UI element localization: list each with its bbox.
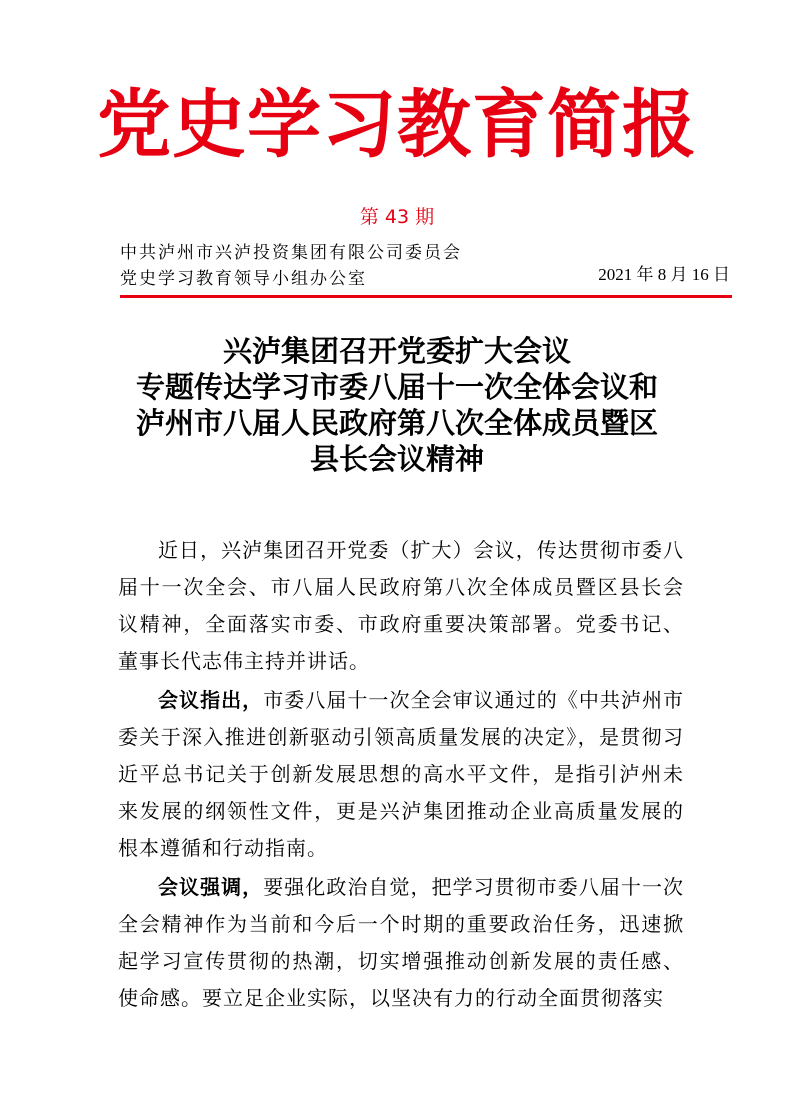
red-divider bbox=[120, 295, 732, 298]
article-body bbox=[118, 532, 684, 1019]
paragraph bbox=[118, 682, 684, 867]
paragraph bbox=[118, 869, 684, 1017]
issuer-line-2: 党史学习教育领导小组办公室 bbox=[120, 269, 367, 289]
headline-line: 县长会议精神 bbox=[309, 442, 484, 476]
paragraph-lead: 会议指出， bbox=[158, 688, 264, 712]
headline-line: 兴泸集团召开党委扩大会议 bbox=[222, 334, 571, 368]
paragraph-text: 市委八届十一次全会审议通过的《中共泸州市委关于深入推进创新驱动引领高质量发展的决定》，是贯彻习近平总书记关于创新发展思想的高水平文件，是指引泸州未来发展的纲领性文件，更是兴泸集团推动企业高质量发展的根本遵循和行动指南。 bbox=[118, 688, 685, 860]
issuer-line-1: 中共泸州市兴泸投资集团有限公司委员会 bbox=[120, 243, 462, 263]
masthead-title: 党史学习教育简报 bbox=[97, 82, 697, 168]
paragraph-lead: 会议强调， bbox=[158, 875, 264, 899]
issuer-block bbox=[120, 240, 462, 292]
issue-number: 第 43 期 bbox=[359, 206, 435, 228]
paragraph bbox=[118, 532, 684, 680]
paragraph-text: 近日，兴泸集团召开党委（扩大）会议，传达贯彻市委八届十一次全会、市八届人民政府第八次全体成员暨区县长会议精神，全面落实市委、市政府重要决策部署。党委书记、董事长代志伟主持并讲话。 bbox=[118, 538, 684, 673]
headline-line: 专题传达学习市委八届十一次全体会议和 bbox=[135, 370, 658, 404]
article-headline bbox=[0, 333, 794, 477]
headline-line: 泸州市八届人民政府第八次全体成员暨区 bbox=[135, 406, 658, 440]
paragraph-text: 要强化政治自觉，把学习贯彻市委八届十一次全会精神作为当前和今后一个时期的重要政治任务，迅速掀起学习宣传贯彻的热潮，切实增强推动创新发展的责任感、使命感。要立足企业实际，以坚决有力的行动全面贯彻落实 bbox=[118, 875, 685, 1010]
issue-date: 2021 年 8 月 16 日 bbox=[598, 265, 730, 284]
